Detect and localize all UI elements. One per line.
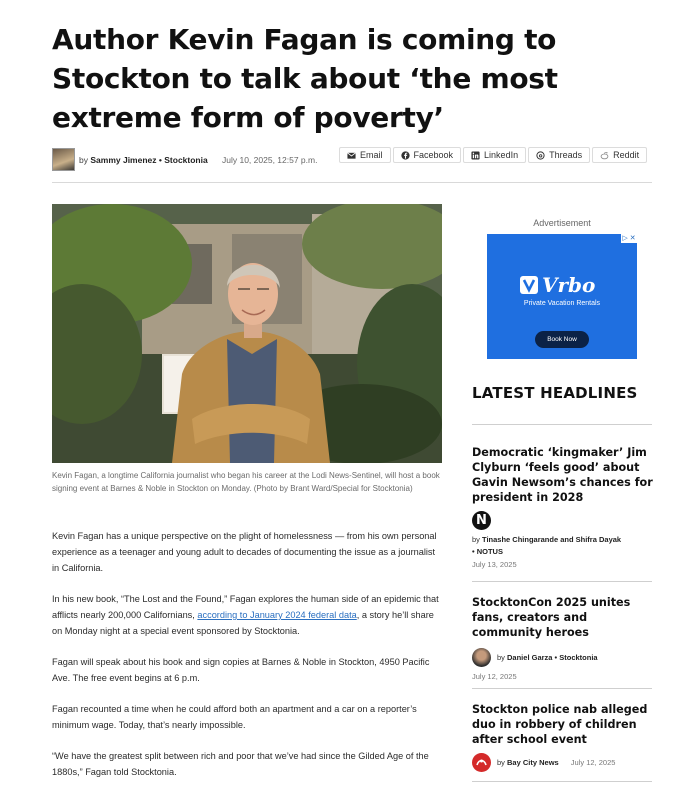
- author-avatar: [472, 648, 491, 667]
- reddit-icon: [600, 151, 609, 160]
- paragraph-2-tail: , a story he’ll share on Monday night at a special event sponsored by Stocktonia.: [52, 610, 434, 636]
- reddit-share-label: Reddit: [613, 150, 640, 160]
- headline-author[interactable]: Bay City News: [507, 758, 559, 767]
- paragraph-2: [52, 591, 444, 639]
- headline-divider: [472, 688, 652, 689]
- federal-data-link[interactable]: according to January 2024 federal data: [197, 610, 357, 620]
- notus-logo-icon: N: [472, 511, 491, 530]
- outlet-link[interactable]: Stocktonia: [164, 155, 208, 165]
- publish-date: July 10, 2025, 12:57 p.m.: [222, 155, 318, 165]
- headline-byline: [497, 757, 615, 769]
- headline-byline: [472, 534, 654, 558]
- paragraph-4: Fagan recounted a time when he could afford both an apartment and a car on a reporter’s minimum wage. Today, that’s nearly impossible.: [52, 704, 417, 730]
- headline-meta: [472, 648, 654, 682]
- ad-banner[interactable]: [487, 234, 637, 359]
- vrbo-logo-icon: [520, 276, 538, 294]
- ad-book-now-button[interactable]: Book Now: [535, 331, 589, 348]
- headline-date: July 12, 2025: [570, 758, 616, 767]
- headline-outlet[interactable]: • NOTUS: [472, 547, 503, 556]
- header-divider: [52, 182, 652, 183]
- headline-by: by: [472, 535, 480, 544]
- threads-share-button[interactable]: [528, 147, 590, 163]
- email-share-label: Email: [360, 150, 383, 160]
- facebook-share-label: Facebook: [413, 150, 454, 160]
- headline-by: by: [497, 653, 505, 662]
- ad-label: Advertisement: [533, 218, 591, 228]
- threads-share-label: Threads: [549, 150, 583, 160]
- paragraph-3: Fagan will speak about his book and sign copies at Barnes & Noble in Stockton, 4950 Pacific Ave. The free event begins at 6 p.m.: [52, 657, 430, 683]
- facebook-share-button[interactable]: [393, 147, 462, 163]
- byline: [79, 155, 208, 165]
- headline-divider: [472, 781, 652, 782]
- article-headline: Author Kevin Fagan is coming to Stockton to talk about ‘the most extreme form of poverty’: [52, 23, 558, 134]
- linkedin-share-label: LinkedIn: [484, 150, 519, 160]
- author-avatar[interactable]: [52, 148, 75, 171]
- headline-title[interactable]: Democratic ‘kingmaker’ Jim Clyburn ‘feels good’ about Gavin Newsom’s chances for president in 2028: [472, 446, 653, 504]
- headline-title[interactable]: StocktonCon 2025 unites fans, creators and community heroes: [472, 596, 631, 639]
- headline-author[interactable]: Tinashe Chingarande and Shifra Dayak: [482, 535, 622, 544]
- latest-headlines-divider: [472, 424, 652, 425]
- paragraph-2-lead: In his new book, “The Lost and the Found,” Fagan explores the human side of an epidemic that afflicts nearly 200,000 Californians,: [52, 594, 439, 620]
- facebook-icon: [401, 151, 410, 160]
- photo-caption: Kevin Fagan, a longtime California journalist who began his career at the Lodi News-Sentinel, will host a book signing event at Barnes & Noble in Stockton on Monday. (Photo by Brant Ward/Special for Stocktonia): [52, 471, 440, 493]
- headline-item[interactable]: [472, 595, 654, 682]
- headline-byline: [497, 652, 598, 664]
- headline-date: July 12, 2025: [472, 672, 517, 681]
- author-link[interactable]: Sammy Jimenez: [90, 155, 157, 165]
- email-share-button[interactable]: [339, 147, 391, 163]
- threads-icon: [536, 151, 545, 160]
- headline-divider: [472, 581, 652, 582]
- byline-row: [52, 147, 652, 175]
- bay-city-news-logo-icon: [472, 753, 491, 772]
- headline-date: July 13, 2025: [472, 560, 517, 569]
- byline-prefix: by: [79, 155, 88, 165]
- headline-item[interactable]: [472, 445, 654, 569]
- share-buttons: [339, 147, 647, 163]
- headline-by: by: [497, 758, 505, 767]
- adchoices-icon[interactable]: ▷ ✕: [622, 235, 636, 242]
- ad-tagline: Private Vacation Rentals: [523, 300, 601, 307]
- latest-headlines-title: LATEST HEADLINES: [472, 384, 638, 402]
- reddit-share-button[interactable]: [592, 147, 647, 163]
- headline-author[interactable]: Daniel Garza: [507, 653, 553, 662]
- headline-meta: [472, 511, 654, 569]
- paragraph-1: Kevin Fagan has a unique perspective on the plight of homelessness — from his own personal experience as a teenager and young adult to decades of documenting the issue as a journalist in California.: [52, 531, 437, 573]
- headline-item[interactable]: [472, 702, 654, 775]
- article-photo[interactable]: [52, 204, 442, 463]
- linkedin-icon: [471, 151, 480, 160]
- paragraph-5: “We have the greatest split between rich and poor that we’ve had since the Gilded Age of the 1880s,” Fagan told Stocktonia.: [52, 751, 429, 777]
- headline-title[interactable]: Stockton police nab alleged duo in robbery of children after school event: [472, 703, 648, 746]
- envelope-icon: [347, 151, 356, 160]
- article-body: [52, 528, 444, 795]
- byline-separator: •: [158, 155, 162, 165]
- linkedin-share-button[interactable]: [463, 147, 526, 163]
- headline-meta: [472, 753, 654, 775]
- ad-brand: Vrbo: [542, 273, 596, 297]
- headline-outlet[interactable]: • Stocktonia: [554, 653, 598, 662]
